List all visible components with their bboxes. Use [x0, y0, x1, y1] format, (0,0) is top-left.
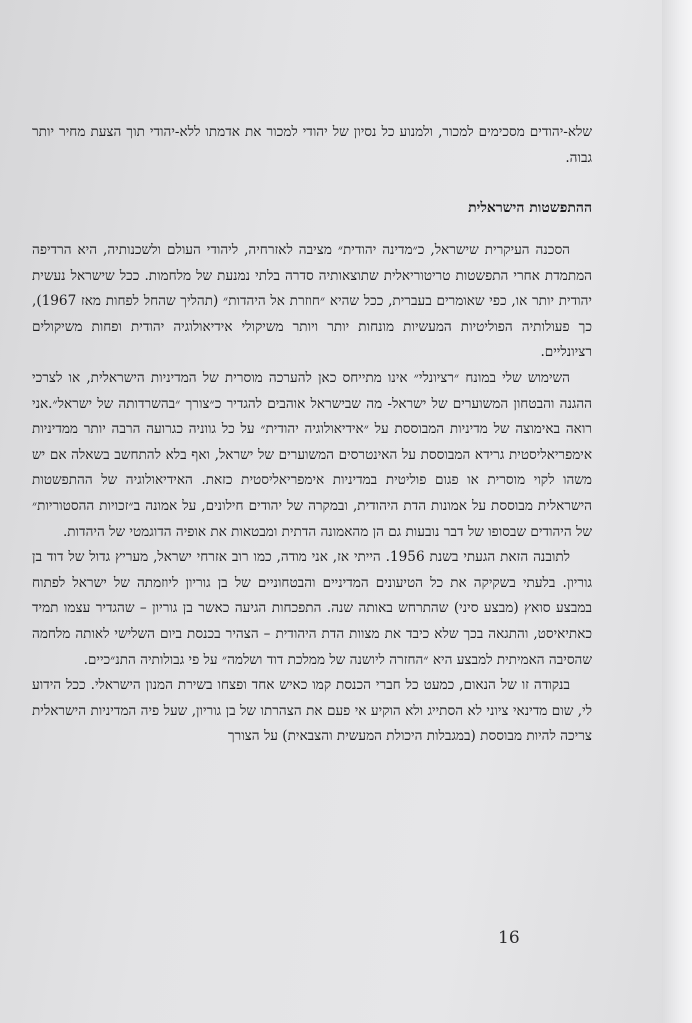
paragraph-4: בנקודה זו של הנאום, כמעט כל חברי הכנסת קמו כאיש אחד ופצחו בשירת המנון הישראלי. ככל הידוע לי, שום מדינאי ציוני לא הסתייג ולא הוקיע אי פעם את הצהרתו של בן גוריון, שעל פיה המדיניות הישראלית צריכה להיות מבוססת (במגבלות היכולת המעשית והצבאית) על הצורך: [32, 677, 592, 745]
paragraph-3: לתובנה הזאת הגעתי בשנת 1956. הייתי אז, אני מודה, כמו רוב אזרחי ישראל, מעריץ גדול של דוד בן גוריון. בלעתי בשקיקה את כל הטיעונים המדיניים והבטחוניים של בן גוריון ליוזמתה של ישראל לפתוח במבצע סואץ (מבצע סיני) שהתרחש באותה שנה. התפכחות הגיעה כאשר בן גוריון – שהגדיר עצמו תמיד כאתיאיסט, והתגאה בכך שלא כיבד את מצוות הדת היהודית – הצהיר בכנסת ביום השלישי לאותה מלחמה שהסיבה האמיתית למבצע היא ״החזרה ליושנה של ממלכת דוד ושלמה״ על פי גבולותיה התנ״כיים.: [32, 549, 592, 668]
page-number: 16: [498, 928, 520, 948]
paragraph-2: השימוש שלי במונח ״רציונלי״ אינו מתייחס כאן להערכה מוסרית של המדיניות הישראלית, או לצרכי ההגנה והבטחון המשוערים של ישראל- מה שבישראל אוהבים להגדיר כ״צורך ״בהשרדותה של ישראל״.אני רואה באימוצה של מדיניות המבוססת על ״אידיאולוגיה יהודית״ על כל גווניה כגרועה הרבה יותר ממדיניות אימפריאליסטית גרידא המבוססת על האינטרסים המשוערים של ישראל, ואף בלא להתחשב בשאלה אם יש משהו לקוי מוסרית או פגום פוליטית במדיניות אימפריאליסטית כזאת. האידיאולוגיה של ההתפשטות הישראלית מבוססת על אמונות הדת היהודית, ובמקרה של יהודים חילונים, על אמונה ב״זכויות ההסטוריות״ של היהודים שבסופו של דבר נובעות גם הן מהאמונה הדתית ומבטאות את אופיה הדוגמטי של היהדות.: [32, 369, 592, 540]
section-heading: ההתפשטות הישראלית: [468, 200, 592, 216]
body-text: [32, 238, 592, 750]
intro-paragraph: שלא-יהודים מסכימים למכור, ולמנוע כל נסיון של יהודי למכור את אדמתו ללא-יהודי תוך הצעת מחיר יותר גבוה.: [32, 124, 592, 166]
paragraph-1: הסכנה העיקרית שישראל, כ״מדינה יהודית״ מציבה לאזרחיה, ליהודי העולם ולשכנותיה, היא הרדיפה המתמדת אחרי התפשטות טריטוריאלית שתוצאותיה סדרה בלתי נמנעת של מלחמות. ככל שישראל נעשית יהודית יותר או, כפי שאומרים בעברית, ככל שהיא ״חוזרת אל היהדות״ (תהליך שהחל לפחות מאז 1967), כך פעולותיה הפוליטיות המעשיות מונחות יותר ויותר משיקולי אידיאולוגיה יהודית ופחות משיקולים רציונליים.: [32, 242, 592, 361]
intro-paragraph-block: [32, 120, 592, 171]
page-edge: [662, 0, 692, 1023]
